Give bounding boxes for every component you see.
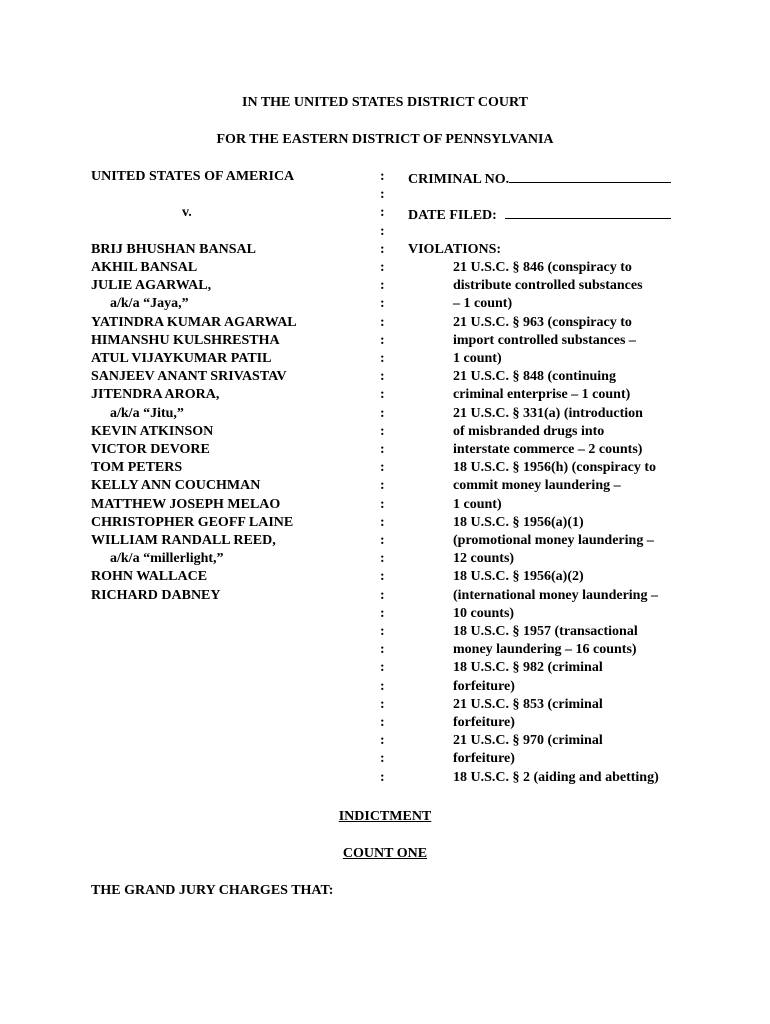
violation-line: 21 U.S.C. § 970 (criminal — [453, 733, 603, 749]
caption-colon: : — [380, 551, 385, 567]
violation-line: 1 count) — [453, 351, 502, 366]
defendant-name: a/k/a “Jitu,” — [110, 405, 184, 421]
caption-colon: : — [380, 442, 385, 457]
defendant-name: RICHARD DABNEY — [91, 587, 221, 603]
violation-line: – 1 count) — [453, 296, 513, 312]
violation-line: 21 U.S.C. § 853 (criminal — [453, 696, 603, 712]
caption-colon: : — [380, 314, 385, 330]
defendant-name: JITENDRA ARORA, — [91, 387, 220, 403]
caption-colon: : — [380, 205, 385, 221]
criminal-no-label — [408, 168, 671, 189]
violation-line: 21 U.S.C. § 846 (conspiracy to — [453, 260, 632, 275]
violations-label: VIOLATIONS: — [408, 241, 502, 257]
violation-line: 18 U.S.C. § 2 (aiding and abetting) — [453, 769, 659, 785]
date-filed-blank — [505, 204, 671, 219]
defendant-name: KELLY ANN COUCHMAN — [91, 478, 261, 494]
violation-line: 18 U.S.C. § 1956(h) (conspiracy to — [453, 460, 656, 476]
violation-line: 18 U.S.C. § 1956(a)(1) — [453, 514, 584, 530]
caption-colon: : — [380, 169, 385, 184]
criminal-no-blank — [509, 168, 671, 183]
defendant-name: YATINDRA KUMAR AGARWAL — [91, 314, 297, 330]
defendant-name: VICTOR DEVORE — [91, 442, 210, 457]
violation-line: forfeiture) — [453, 678, 515, 694]
caption-colon: : — [380, 387, 385, 403]
defendant-name: CHRISTOPHER GEOFF LAINE — [91, 514, 294, 530]
caption-colon: : — [380, 514, 385, 530]
versus: v. — [182, 205, 192, 221]
violation-line: 21 U.S.C. § 848 (continuing — [453, 369, 616, 385]
caption-colon: : — [380, 187, 385, 203]
defendant-name: a/k/a “millerlight,” — [110, 551, 224, 567]
caption-colon: : — [380, 478, 385, 494]
defendant-name: TOM PETERS — [91, 460, 183, 476]
violation-line: interstate commerce – 2 counts) — [453, 442, 643, 457]
violation-line: 12 counts) — [453, 551, 515, 567]
caption-colon: : — [380, 624, 385, 639]
defendant-name: WILLIAM RANDALL REED, — [91, 533, 276, 548]
defendant-name: KEVIN ATKINSON — [91, 423, 214, 439]
defendant-name: MATTHEW JOSEPH MELAO — [91, 496, 281, 512]
caption-colon: : — [380, 260, 385, 275]
caption-colon: : — [380, 460, 385, 476]
caption-colon: : — [380, 332, 385, 348]
caption-colon: : — [380, 715, 385, 730]
violation-line: 18 U.S.C. § 982 (criminal — [453, 660, 603, 676]
violation-line: criminal enterprise – 1 count) — [453, 387, 631, 403]
caption-colon: : — [380, 769, 385, 785]
caption-colon: : — [380, 533, 385, 548]
caption-colon: : — [380, 660, 385, 676]
violation-line: distribute controlled substances — [453, 278, 643, 294]
caption-colon: : — [380, 423, 385, 439]
defendant-name: ROHN WALLACE — [91, 569, 208, 585]
violation-line: forfeiture) — [453, 715, 515, 730]
count-one-heading: COUNT ONE — [342, 846, 428, 861]
caption-colon: : — [380, 223, 385, 239]
plaintiff: UNITED STATES OF AMERICA — [91, 169, 295, 184]
caption-colon: : — [380, 369, 385, 385]
violation-line: forfeiture) — [453, 751, 515, 767]
caption-colon: : — [380, 751, 385, 767]
violation-line: money laundering – 16 counts) — [453, 642, 637, 658]
caption-colon: : — [380, 278, 385, 294]
caption-colon: : — [380, 642, 385, 658]
date-filed-text: DATE FILED: — [408, 208, 497, 224]
caption-colon: : — [380, 296, 385, 312]
indictment-heading: INDICTMENT — [338, 809, 432, 824]
violation-line: 18 U.S.C. § 1956(a)(2) — [453, 569, 584, 585]
caption-colon: : — [380, 678, 385, 694]
caption-colon: : — [380, 696, 385, 712]
violation-line: of misbranded drugs into — [453, 423, 605, 439]
violation-line: (promotional money laundering – — [453, 533, 654, 548]
defendant-name: a/k/a “Jaya,” — [110, 296, 189, 312]
court-district: FOR THE EASTERN DISTRICT OF PENNSYLVANIA — [216, 132, 554, 147]
violation-line: 21 U.S.C. § 963 (conspiracy to — [453, 314, 632, 330]
defendant-name: JULIE AGARWAL, — [91, 278, 212, 294]
caption-colon: : — [380, 569, 385, 585]
grand-jury-statement: THE GRAND JURY CHARGES THAT: — [91, 883, 334, 898]
defendant-name: ATUL VIJAYKUMAR PATIL — [91, 351, 272, 366]
violation-line: 21 U.S.C. § 331(a) (introduction — [453, 405, 643, 421]
caption-colon: : — [380, 587, 385, 603]
violation-line: 1 count) — [453, 496, 502, 512]
defendant-name: SANJEEV ANANT SRIVASTAV — [91, 369, 287, 385]
caption-colon: : — [380, 733, 385, 749]
defendant-name: BRIJ BHUSHAN BANSAL — [91, 241, 256, 257]
violation-line: 18 U.S.C. § 1957 (transactional — [453, 624, 638, 639]
caption-colon: : — [380, 351, 385, 366]
violation-line: (international money laundering – — [453, 587, 658, 603]
violation-line: import controlled substances – — [453, 332, 636, 348]
violation-line: commit money laundering – — [453, 478, 621, 494]
caption-colon: : — [380, 605, 385, 621]
defendant-name: HIMANSHU KULSHRESTHA — [91, 332, 280, 348]
criminal-no-text: CRIMINAL NO. — [408, 172, 510, 187]
caption-colon: : — [380, 405, 385, 421]
caption-colon: : — [380, 496, 385, 512]
violation-line: 10 counts) — [453, 605, 515, 621]
defendant-name: AKHIL BANSAL — [91, 260, 198, 275]
court-name: IN THE UNITED STATES DISTRICT COURT — [242, 95, 528, 110]
caption-colon: : — [380, 241, 385, 257]
date-filed-label — [408, 204, 671, 225]
